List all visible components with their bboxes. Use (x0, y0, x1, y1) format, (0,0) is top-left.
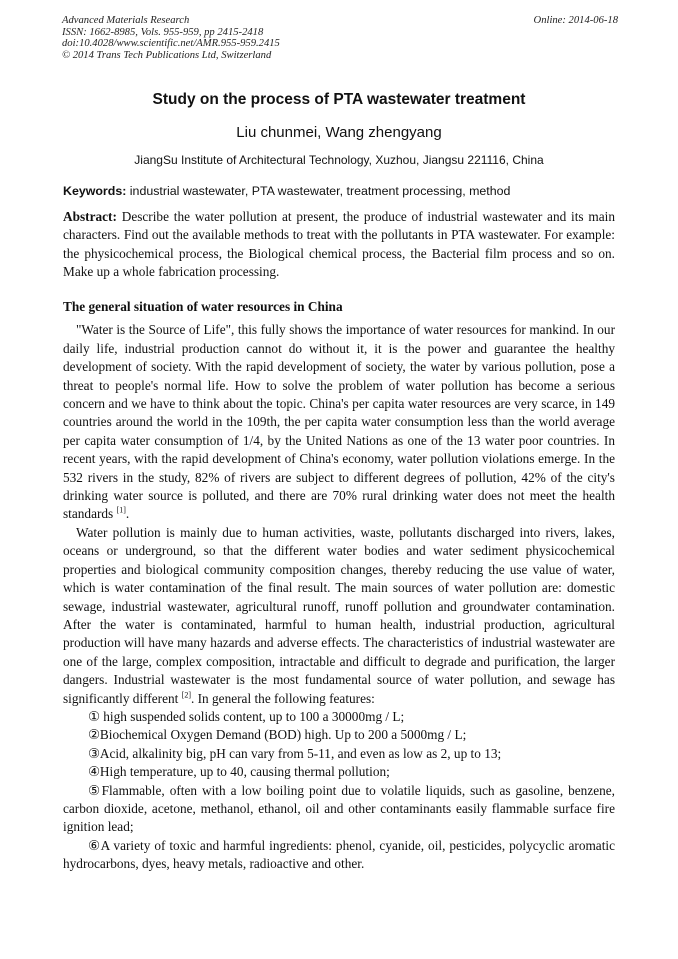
item-text: high suspended solids content, up to 100 a 30000mg / L; (99, 708, 405, 724)
keywords-text: industrial wastewater, PTA wastewater, treatment processing, method (126, 184, 511, 198)
item-number: ② (88, 727, 100, 743)
list-item (63, 837, 615, 874)
item-number: ⑥ (88, 837, 101, 853)
paper-title: Study on the process of PTA wastewater treatment (152, 91, 526, 108)
list-item (63, 726, 615, 744)
item-number: ③ (88, 745, 100, 761)
paragraph-text: "Water is the Source of Life", this fully shows the importance of water resources for mankind. In our daily life, industrial production cannot do without it, it is the power and guarantee the healthy development of society. With the rapid development of society, the water by various pollution, pose a threat to people's normal life. How to solve the problem of water pollution has become a serious concern and we have to think about the topic. China's per capita water resources are very scarce, in 149 countries around the world in the 109th, the per capita water consumption less than the world average per capita water consumption of 1/4, by the United Nations as one of the 13 water poor countries. In recent years, with the rapid development of China's economy, water pollution violations emerge. In the 532 rivers in the study, 82% of rivers are subject to different degrees of pollution, 42% of the city's drinking water source is polluted, and there are 70% rural drinking water does not meet the health standards (63, 322, 615, 522)
item-text: High temperature, up to 40, causing thermal pollution; (99, 764, 390, 780)
list-item (63, 763, 615, 781)
paragraph (63, 524, 615, 708)
section-water-resources (63, 298, 615, 874)
online-date: Online: 2014-06-18 (533, 15, 618, 26)
keywords (63, 184, 615, 198)
abstract-label: Abstract: (63, 209, 117, 224)
item-number: ① (88, 708, 100, 724)
list-item (63, 745, 615, 763)
paragraph-text: . In general the following features: (190, 690, 375, 706)
list-item (63, 782, 615, 837)
item-text: Acid, alkalinity big, pH can vary from 5-11, and even as low as 2, up to 13; (99, 745, 502, 761)
section-heading: The general situation of water resources in China (63, 299, 343, 314)
paragraph (63, 321, 615, 523)
citation: [1] (116, 506, 126, 516)
affiliation: JiangSu Institute of Architectural Technology, Xuzhou, Jiangsu 221116, China (134, 153, 544, 167)
item-number: ⑤ (88, 782, 102, 798)
item-text: A variety of toxic and harmful ingredients: phenol, cyanide, oil, pesticides, polycyclic aromatic hydrocarbons, dyes, heavy metals, radioactive and other. (63, 837, 616, 872)
keywords-label: Keywords: (63, 184, 127, 198)
paragraph-text: . (125, 506, 130, 522)
item-text: Flammable, often with a low boiling point due to volatile liquids, such as gasoline, benzene, carbon dioxide, acetone, methanol, ethanol, oil and other contaminants easily flammable surface fire ignition lead; (63, 782, 616, 835)
copyright: © 2014 Trans Tech Publications Ltd, Switzerland (62, 49, 272, 61)
abstract (63, 208, 615, 282)
issn: ISSN: 1662-8985, Vols. 955-959, pp 2415-2418 (62, 26, 264, 38)
authors: Liu chunmei, Wang zhengyang (236, 124, 442, 141)
paragraph-text: Water pollution is mainly due to human activities, waste, pollutants discharged into rivers, lakes, oceans or underground, so that the different water bodies and water sediment physicochemical properties and biological community composition changes, thereby reducing the use value of water, which is water contamination of the final result. The main sources of water pollution are: domestic sewage, industrial wastewater, agricultural runoff, runoff pollution and groundwater contamination. After the water is contaminated, harmful to human health, industrial production, agricultural production will have many hazards and adverse effects. The characteristics of industrial wastewater are one of the large, complex composition, intractable and difficult to degrade and purification, the larger dangers. Industrial wastewater is the most fundamental source of water pollution, and sewage has significantly different (63, 524, 615, 706)
abstract-text: Describe the water pollution at present, the produce of industrial wastewater and its main characters. Find out the available methods to treat with the pollutants in PTA wastewater. For example: the physicochemical process, the Biological chemical process, the Bacterial film process and so on. Make up a whole fabrication processing. (63, 209, 615, 280)
journal-name: Advanced Materials Research (62, 15, 190, 26)
doi: doi:10.4028/www.scientific.net/AMR.955-959.2415 (62, 38, 280, 49)
list-item (63, 708, 615, 726)
citation: [2] (181, 690, 191, 700)
item-number: ④ (88, 764, 100, 780)
journal-header (62, 15, 280, 61)
item-text: Biochemical Oxygen Demand (BOD) high. Up to 200 a 5000mg / L; (99, 727, 467, 743)
